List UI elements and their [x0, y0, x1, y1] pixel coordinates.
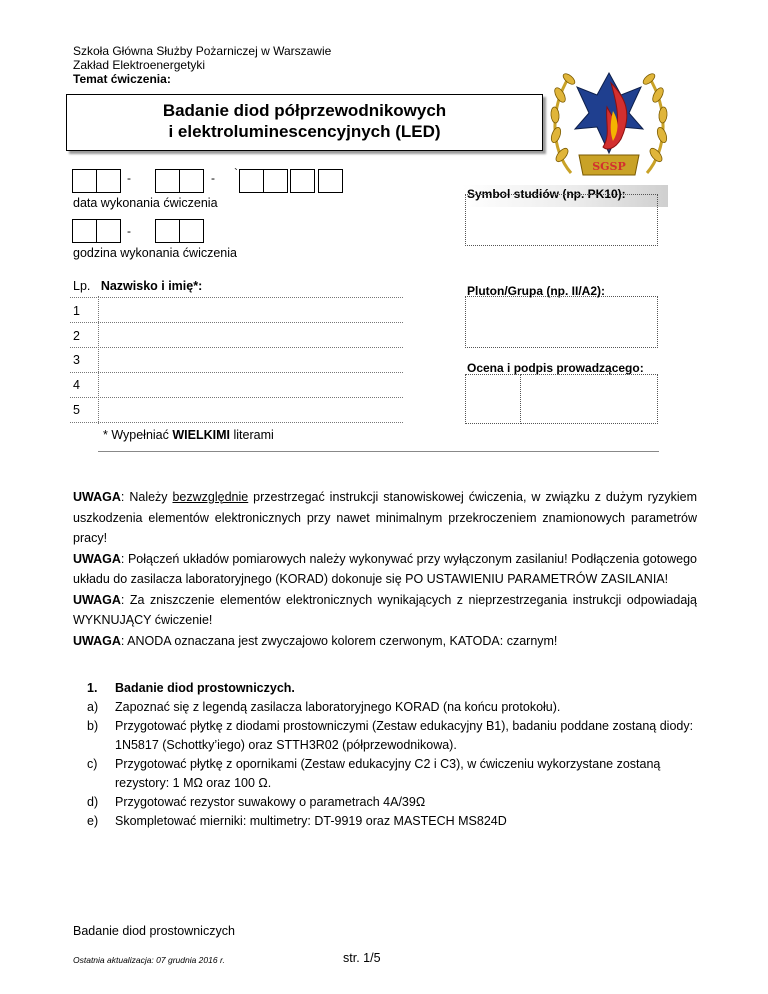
- footer-title: Badanie diod prostowniczych: [73, 924, 235, 938]
- list-item-marker: b): [87, 719, 99, 733]
- name-column-label: Nazwisko i imię*:: [100, 279, 203, 293]
- warning-2-text: : Połączeń układów pomiarowych należy wykonywać przy wyłączonym zasilaniu! Podłączenia gotowego układu do zasilacza laboratoryjnego (KORAD) dokonuje się PO USTAWIENIU PARAMETRÓW ZASILANIA!: [73, 551, 697, 586]
- footer-updated: Ostatnia aktualizacja: 07 grudnia 2016 r.: [73, 955, 225, 965]
- name-entry-4[interactable]: [100, 373, 402, 397]
- cross-flame-icon: [575, 73, 643, 153]
- page-number: str. 1/5: [343, 951, 381, 965]
- warning-1-pre: : Należy: [120, 490, 173, 504]
- date-separator-1: -: [127, 171, 131, 185]
- title-box: [66, 94, 543, 151]
- name-entry-1[interactable]: [100, 298, 402, 322]
- row-number-2: 2: [73, 329, 80, 343]
- date-month-box-1[interactable]: [155, 169, 180, 193]
- footnote: [103, 428, 274, 442]
- warning-3-label: UWAGA: [73, 592, 121, 607]
- warning-2: [73, 549, 697, 590]
- warning-1: [73, 487, 697, 549]
- date-year-box-4[interactable]: [318, 169, 343, 193]
- row-line: [70, 422, 403, 423]
- title-line-2: i elektroluminescencyjnych (LED): [168, 122, 441, 141]
- section-1-number: 1.: [87, 681, 98, 695]
- sgsp-logo: [545, 55, 673, 197]
- logo-text: SGSP: [592, 160, 626, 173]
- school-name: Szkoła Główna Służby Pożarniczej w Warszawie: [73, 44, 332, 58]
- section-1-heading: [73, 679, 703, 698]
- title-line-1: Badanie diod półprzewodnikowych: [162, 101, 447, 120]
- date-year-box-2[interactable]: [263, 169, 288, 193]
- date-day-box-2[interactable]: [96, 169, 121, 193]
- names-header: [73, 279, 202, 293]
- list-item: [73, 698, 703, 717]
- list-item-marker: e): [87, 814, 99, 828]
- date-day-box-1[interactable]: [72, 169, 97, 193]
- footnote-underline: [98, 451, 659, 452]
- list-item-text: Przygotować płytkę z opornikami (Zestaw edukacyjny C2 i C3), w ćwiczeniu wykorzystane zostaną rezystory: 1 MΩ oraz 100 Ω.: [115, 757, 661, 790]
- date-separator-2: -: [211, 171, 215, 185]
- list-item-text: Skompletować mierniki: multimetry: DT-9919 oraz MASTECH MS824D: [115, 814, 507, 828]
- list-item-text: Przygotować płytkę z diodami prostowniczymi (Zestaw edukacyjny B1), badaniu poddane zostaną diody: 1N5817 (Schottky’iego) oraz STTH3R02 (półprzewodnikowa).: [115, 719, 694, 752]
- row-number-5: 5: [73, 403, 80, 417]
- grade-label: Ocena i podpis prowadzącego:: [467, 361, 644, 375]
- list-item-marker: a): [87, 700, 99, 714]
- time-hour-box-1[interactable]: [72, 219, 97, 243]
- warning-1-underlined: bezwzględnie: [172, 490, 249, 504]
- lp-label: Lp.: [73, 279, 91, 293]
- row-number-4: 4: [73, 378, 80, 392]
- warnings-block: [73, 487, 697, 651]
- date-label: data wykonania ćwiczenia: [73, 196, 218, 210]
- list-item-marker: d): [87, 795, 99, 809]
- signature-input[interactable]: [520, 374, 658, 424]
- list-item: [73, 717, 703, 755]
- time-separator: -: [127, 224, 131, 238]
- section-1-title: Badanie diod prostowniczych.: [115, 681, 295, 695]
- warning-1-label: UWAGA: [73, 490, 121, 504]
- list-item: [73, 812, 703, 831]
- warning-3-text: : Za zniszczenie elementów elektronicznych wynikających z nieprzestrzegania instrukcji odpowiadają WYKNUJĄCY ćwiczenie!: [73, 592, 697, 627]
- time-minute-box-1[interactable]: [155, 219, 180, 243]
- name-entry-3[interactable]: [100, 348, 402, 372]
- warning-4: [73, 631, 697, 652]
- section-1: [73, 679, 703, 831]
- department-name: Zakład Elektroenergetyki: [73, 58, 206, 72]
- warning-2-label: UWAGA: [73, 551, 121, 566]
- warning-3: [73, 590, 697, 631]
- list-item-text: Przygotować rezystor suwakowy o parametrach 4A/39Ω: [115, 795, 426, 809]
- name-entry-5[interactable]: [100, 398, 402, 422]
- time-hour-box-2[interactable]: [96, 219, 121, 243]
- group-input[interactable]: [465, 296, 658, 348]
- row-number-3: 3: [73, 353, 80, 367]
- date-year-box-1[interactable]: [239, 169, 264, 193]
- warning-1-post: przestrzegać instrukcji stanowiskowej ćwiczenia, w związku z dużym ryzykiem uszkodzenia elementów elektronicznych przy nawet minimalnym przekroczeniem znamionowych parametrów pracy!: [73, 490, 697, 545]
- footnote-pre: * Wypełniać: [103, 428, 173, 442]
- date-separator-3: `: [234, 166, 238, 180]
- group-label: Pluton/Grupa (np. II/A2):: [467, 284, 605, 298]
- names-column-divider: [98, 296, 99, 424]
- name-entry-2[interactable]: [100, 323, 402, 347]
- list-item: [73, 755, 703, 793]
- symbol-label: Symbol studiów (np. PK10):: [467, 187, 626, 201]
- date-year-box-3[interactable]: [290, 169, 315, 193]
- row-number-1: 1: [73, 304, 80, 318]
- date-month-box-2[interactable]: [179, 169, 204, 193]
- topic-label: Temat ćwiczenia:: [73, 72, 171, 86]
- time-minute-box-2[interactable]: [179, 219, 204, 243]
- warning-4-text: : ANODA oznaczana jest zwyczajowo kolorem czerwonym, KATODA: czarnym!: [120, 633, 558, 648]
- grade-input[interactable]: [465, 374, 521, 424]
- list-item: [73, 793, 703, 812]
- symbol-input[interactable]: [465, 194, 658, 246]
- list-item-marker: c): [87, 757, 98, 771]
- list-item-text: Zapoznać się z legendą zasilacza laboratoryjnego KORAD (na końcu protokołu).: [115, 700, 561, 714]
- footnote-post: literami: [230, 428, 274, 442]
- warning-4-label: UWAGA: [73, 633, 121, 648]
- footnote-bold: WIELKIMI: [172, 428, 231, 442]
- time-label: godzina wykonania ćwiczenia: [73, 246, 237, 260]
